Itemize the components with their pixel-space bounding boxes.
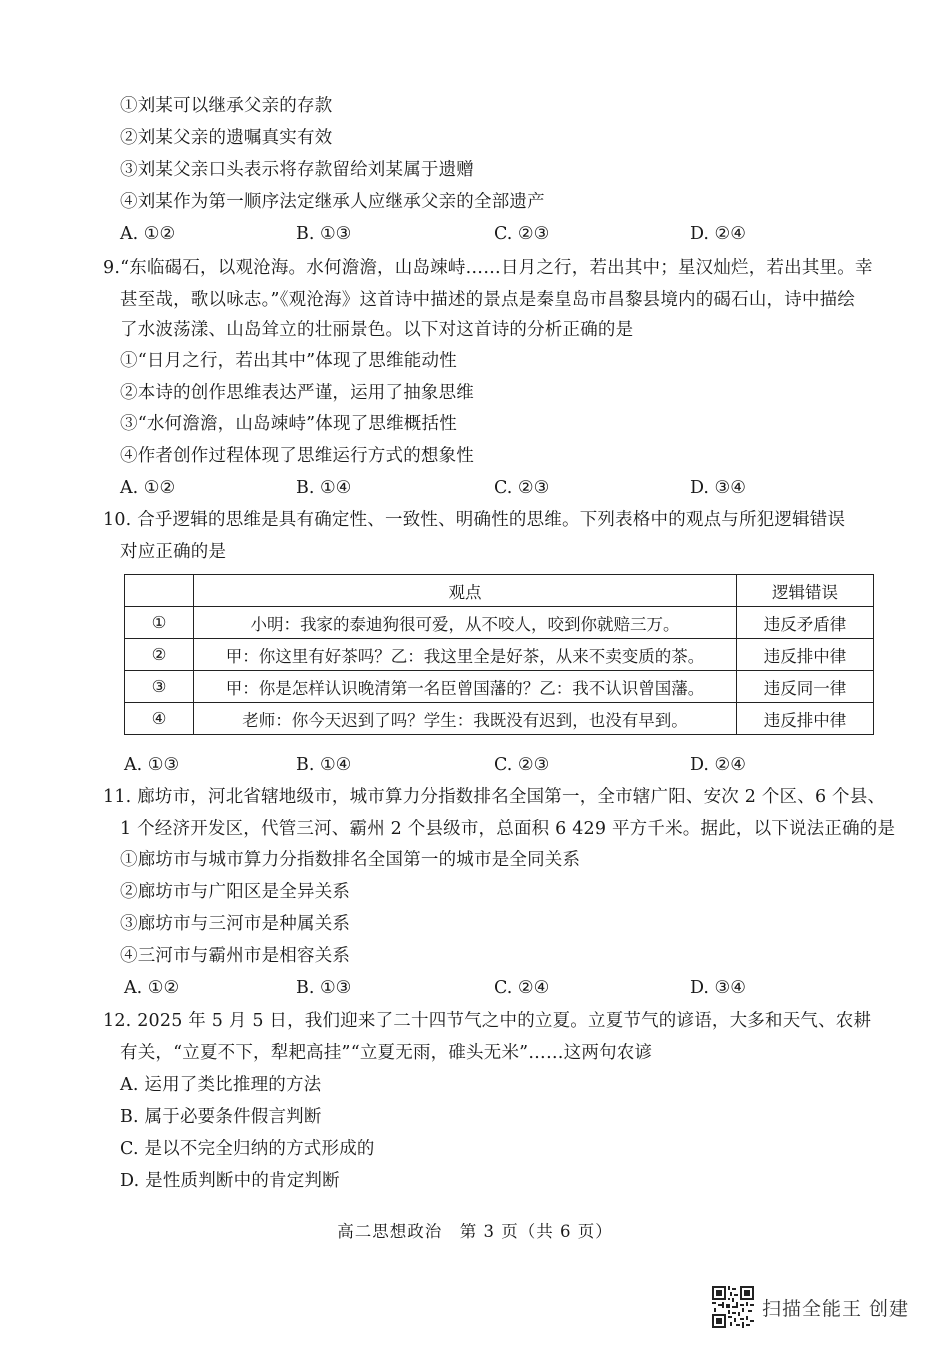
table-cell-viewpoint: 小明：我家的泰迪狗很可爱，从不咬人，咬到你就赔三万。 (194, 607, 737, 639)
logic-error-table (124, 574, 874, 735)
q11-option-c: C. ②④ (494, 978, 550, 998)
qr-code-icon (712, 1286, 754, 1328)
table-row (125, 703, 874, 735)
q8-option-b: B. ①③ (296, 224, 352, 244)
q10-option-c: C. ②③ (494, 755, 550, 775)
q11-item-4: ④三河市与霸州市是相容关系 (120, 946, 351, 966)
q8-option-d: D. ②④ (690, 224, 746, 244)
q8-item-4: ④刘某作为第一顺序法定继承人应继承父亲的全部遗产 (120, 192, 545, 212)
q11-option-d: D. ③④ (690, 978, 746, 998)
table-header-viewpoint: 观点 (194, 575, 737, 607)
q9-option-b: B. ①④ (296, 478, 352, 498)
q11-stem-line-1: 11. 廊坊市，河北省辖地级市，城市算力分指数排名全国第一，全市辖广阳、安次 2 个区、6 个县、 (103, 787, 886, 807)
table-cell-error: 违反排中律 (737, 703, 874, 735)
q8-option-a: A. ①② (120, 224, 176, 244)
q9-item-1: ①“日月之行，若出其中”体现了思维能动性 (120, 351, 457, 371)
q12-option-d: D. 是性质判断中的肯定判断 (120, 1171, 340, 1191)
table-cell-index: ④ (125, 703, 194, 735)
q10-stem-line-1: 10. 合乎逻辑的思维是具有确定性、一致性、明确性的思维。下列表格中的观点与所犯逻辑错误 (103, 510, 846, 530)
table-row (125, 607, 874, 639)
q9-item-2: ②本诗的创作思维表达严谨，运用了抽象思维 (120, 383, 474, 403)
q8-item-2: ②刘某父亲的遗嘱真实有效 (120, 128, 333, 148)
table-cell-viewpoint: 甲：你这里有好茶吗？乙：我这里全是好茶，从来不卖变质的茶。 (194, 639, 737, 671)
q8-item-1: ①刘某可以继承父亲的存款 (120, 96, 333, 116)
q10-option-b: B. ①④ (296, 755, 352, 775)
q9-stem-line-3: 了水波荡漾、山岛耸立的壮丽景色。以下对这首诗的分析正确的是 (120, 320, 634, 340)
table-header-error: 逻辑错误 (737, 575, 874, 607)
q10-option-a: A. ①③ (124, 755, 180, 775)
q9-option-a: A. ①② (120, 478, 176, 498)
q11-item-3: ③廊坊市与三河市是种属关系 (120, 914, 351, 934)
q10-option-d: D. ②④ (690, 755, 746, 775)
q12-option-c: C. 是以不完全归纳的方式形成的 (120, 1139, 375, 1159)
table-row (125, 639, 874, 671)
table-cell-error: 违反排中律 (737, 639, 874, 671)
q9-item-3: ③“水何澹澹，山岛竦峙”体现了思维概括性 (120, 414, 457, 434)
q11-item-1: ①廊坊市与城市算力分指数排名全国第一的城市是全同关系 (120, 850, 581, 870)
q9-stem-line-1: 9.“东临碣石，以观沧海。水何澹澹，山岛竦峙……日月之行，若出其中；星汉灿烂，若出其里。幸 (103, 258, 873, 278)
table-cell-viewpoint: 甲：你是怎样认识晚清第一名臣曾国藩的？乙：我不认识曾国藩。 (194, 671, 737, 703)
scanner-text: 扫描全能王 创建 (762, 1297, 910, 1320)
q11-option-a: A. ①② (124, 978, 180, 998)
q9-option-d: D. ③④ (690, 478, 746, 498)
table-row (125, 671, 874, 703)
q12-option-a: A. 运用了类比推理的方法 (120, 1075, 322, 1095)
q11-stem-line-2: 1 个经济开发区，代管三河、霸州 2 个县级市，总面积 6 429 平方千米。据此，以下说法正确的是 (120, 819, 896, 839)
q12-stem-line-1: 12. 2025 年 5 月 5 日，我们迎来了二十四节气之中的立夏。立夏节气的谚语，大多和天气、农耕 (103, 1011, 872, 1031)
q10-stem-line-2: 对应正确的是 (120, 542, 227, 562)
q8-item-3: ③刘某父亲口头表示将存款留给刘某属于遗赠 (120, 160, 474, 180)
q11-item-2: ②廊坊市与广阳区是全异关系 (120, 882, 351, 902)
scanner-watermark (712, 1286, 909, 1328)
q11-option-b: B. ①③ (296, 978, 352, 998)
table-cell-index: ② (125, 639, 194, 671)
q9-stem-line-2: 甚至哉，歌以咏志。”《观沧海》这首诗中描述的景点是秦皇岛市昌黎县境内的碣石山，诗中描绘 (120, 290, 856, 310)
table-cell-error: 违反矛盾律 (737, 607, 874, 639)
table-header-row (125, 575, 874, 607)
table-header-index (125, 575, 194, 607)
q12-stem-line-2: 有关，“立夏不下，犁耙高挂”“立夏无雨，碓头无米”……这两句农谚 (120, 1043, 653, 1063)
q12-option-b: B. 属于必要条件假言判断 (120, 1107, 322, 1127)
page-footer: 高二思想政治 第 3 页（共 6 页） (337, 1222, 613, 1241)
q8-option-c: C. ②③ (494, 224, 550, 244)
table-cell-error: 违反同一律 (737, 671, 874, 703)
q9-option-c: C. ②③ (494, 478, 550, 498)
table-cell-index: ③ (125, 671, 194, 703)
table-cell-index: ① (125, 607, 194, 639)
q9-item-4: ④作者创作过程体现了思维运行方式的想象性 (120, 446, 474, 466)
table-cell-viewpoint: 老师：你今天迟到了吗？学生：我既没有迟到，也没有早到。 (194, 703, 737, 735)
